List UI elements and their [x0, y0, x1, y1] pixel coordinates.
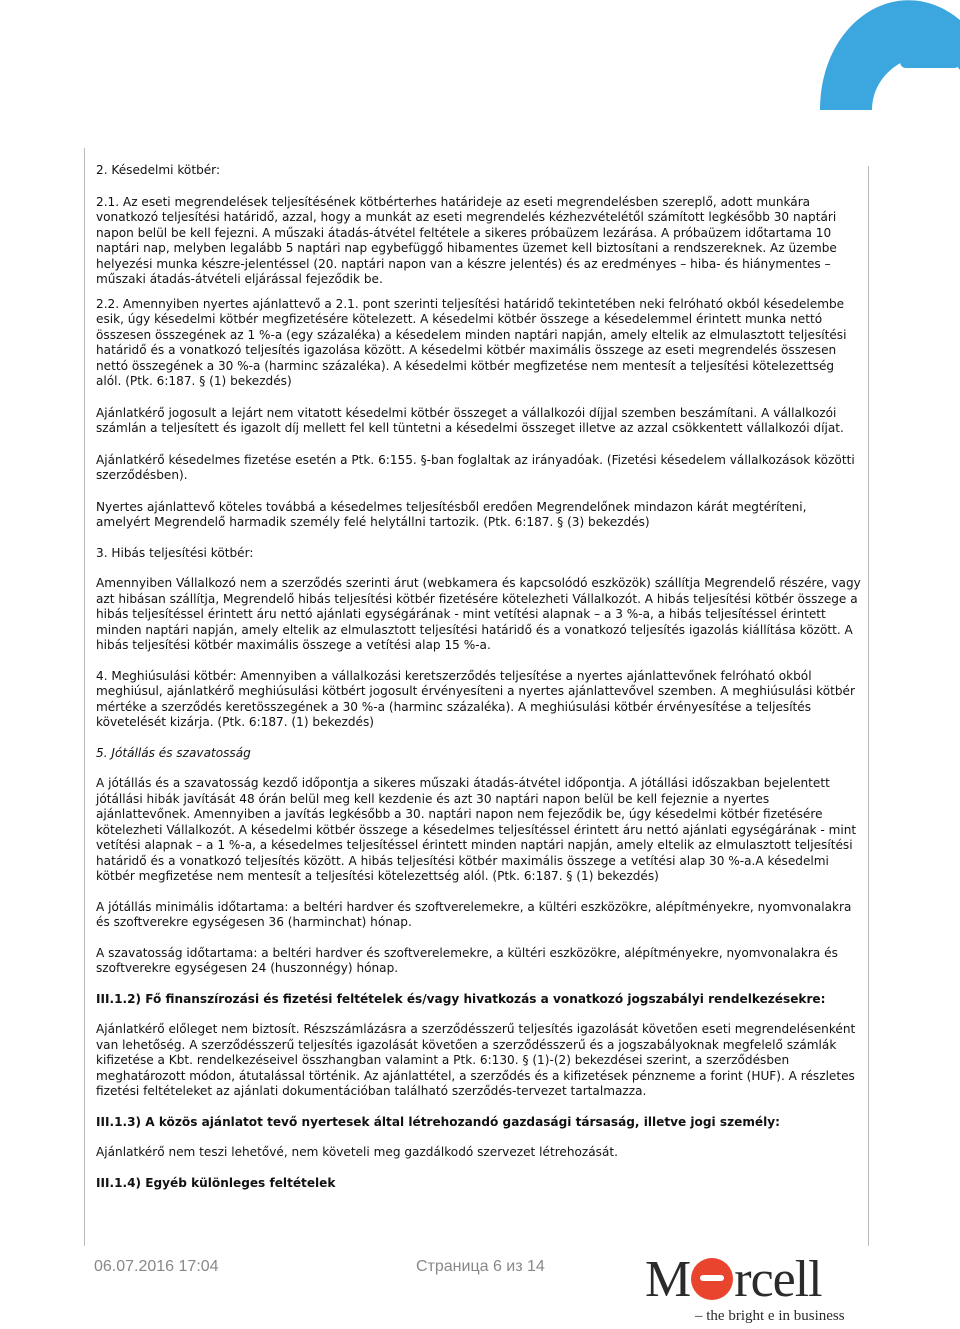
footer-date: 06.07.2016 17:04 [94, 1258, 219, 1275]
paragraph: Ajánlatkérő nem teszi lehetővé, nem követeli meg gazdálkodó szervezet létrehozását. [96, 1145, 618, 1159]
corner-logo [810, 0, 960, 110]
section-heading: 5. Jótállás és szavatosság [96, 745, 251, 760]
paragraph: 2.1. Az eseti megrendelések teljesítésének kötbérterhes határideje az eseti megrendelésben szereplő, adott munkára vonatkozó teljesítési határidő, azzal, hogy a munkát az eseti megrendelés kézhezvételétől számított legkésőbb 30 naptári napon belül be kell fejezni. A műszaki átadás-átvétel feltétele a sikeres próbaüzem lezárása. A próbaüzem időtartama 10 naptári nap, melyben legalább 5 naptári nap egybefüggő hibamentes üzemet kell biztosítani a rendszereknek. Az üzembe helyezési munka készre-jelentéssel (20. naptári napon van a készre jelentés) és az eredményes – hiba- és hiánymentes – műszaki átadás-átvételi eljárással fejeződik be. [96, 194, 837, 286]
brand-e-icon [691, 1258, 733, 1300]
paragraph: Ajánlatkérő jogosult a lejárt nem vitatott késedelmi kötbér összeget a vállalkozói díjjal szemben beszámítani. A vállalkozói számlán a teljesített és igazolt díj mellett fel kell tüntetni a késedelmi összeget illetve az azzal csökkentett vállalkozói díjat. [96, 405, 844, 435]
brand-prefix: M [645, 1251, 691, 1308]
left-margin-line [84, 148, 85, 1246]
paragraph: Ajánlatkérő késedelmes fizetése esetén a Ptk. 6:155. §-ban foglaltak az irányadóak. (Fizetési késedelem vállalkozások közötti szerződésben). [96, 452, 855, 482]
paragraph: A jótállás minimális időtartama: a beltéri hardver és szoftverelemekre, a kültéri eszközökre, alépítményekre, nyomvonalakra és szoftverekre egységesen 36 (harminchat) hónap. [96, 899, 852, 929]
paragraph: Amennyiben Vállalkozó nem a szerződés szerinti árut (webkamera és kapcsolódó eszközök) szállítja Megrendelő részére, vagy azt hibásan szállítja, Megrendelő hibás teljesítési kötbér fizetésére kötelezheti Vállalkozót. A hibás teljesítési kötbér összege a hibás teljesítéssel érintett áru nettó ajánlati egységárának - mint vetítési alapnak – a 3 %-a, a hibás teljesítéssel érintett minden naptári napján, amely eltelik az elmulasztott teljesítési határidő és a vonatkozó teljesítés igazolás kiállítása között. A hibás teljesítési kötbér maximális összege a vetítési alap 15 %-a. [96, 576, 861, 652]
section-heading: III.1.4) Egyéb különleges feltételek [96, 1175, 336, 1190]
paragraph: 4. Meghiúsulási kötbér: Amennyiben a vállalkozási keretszerződés teljesítése a nyertes ajánlattevőnek felróható okból meghiúsul, ajánlatkérő meghiúsulási kötbért jogosult érvényesíteni a nyertes ajánlattevővel szemben. A meghiúsulási kötbér mértéke a szerződés keretösszegének a 30 %-a (harminc százaléka). A meghiúsulási kötbér érvényesítése a teljesítés követelését kizárja. (Ptk. 6:187. (1) bekezdés) [96, 668, 855, 729]
document-body [96, 163, 862, 1191]
paragraph: Nyertes ajánlattevő köteles továbbá a késedelmes teljesítésből eredően Megrendelőnek mindazon kárát megtéríteni, amelyért Megrendelő harmadik személy felé helytállni tartozik. (Ptk. 6:187. § (3) bekezdés) [96, 499, 807, 529]
paragraph: A jótállás és a szavatosság kezdő időpontja a sikeres műszaki átadás-átvétel időpontja. A jótállási időszakban bejelentett jótállási hibák javítását 48 órán belül meg kell kezdenie és azt 30 naptári napon belül be kell fejeznie a nyertes ajánlattevőnek. Amennyiben a javítás legkésőbb a 30. naptári napon nem fejeződik be, úgy késedelmi kötbér fizetésére kötelezheti Vállalkozót. A késedelmi kötbér összege a késedelmes teljesítéssel érintett áru nettó ajánlati egységárának - mint vetítési alapnak – a 1 %-a, a késedelmes teljesítéssel érintett minden naptári napján, amely eltelik az elmulasztott teljesítési határidő és a vonatkozó teljesítés között. A hibás teljesítési kötbér maximális összege a vetítési alap 30 %-a.A késedelmi kötbér megfizetése nem mentesít a teljesítési kötelezettség alól. (Ptk. 6:187. § (1) bekezdés) [96, 776, 857, 883]
brand-logo [645, 1250, 865, 1326]
paragraph: Ajánlatkérő előleget nem biztosít. Részszámlázásra a szerződésszerű teljesítés igazolását követően eseti megrendelésenként van lehetőség. A szerződésszerű teljesítés igazolását követően a szerződésszerű és a jogszabályoknak megfelelő számlák kifizetése a Kbt. rendelkezéseivel összhangban valamint a Ptk. 6:130. § (1)-(2) bekezdései szerint, a szerződésben meghatározott módon, átutalással történik. Az ajánlattétel, a szerződés és a kifizetések pénzneme a forint (HUF). A részletes fizetési feltételeket az ajánlati dokumentációban található szerződés-tervezet tartalmazza. [96, 1022, 856, 1098]
section-heading: III.1.2) Fő finanszírozási és fizetési feltételek és/vagy hivatkozás a vonatkozó jogszabályi rendelkezésekre: [96, 991, 826, 1006]
paragraph: A szavatosság időtartama: a beltéri hardver és szoftverelemekre, a kültéri eszközökre, alépítményekre, nyomvonalakra és szoftverekre egységesen 24 (huszonnégy) hónap. [96, 945, 838, 975]
brand-wordmark [645, 1250, 822, 1310]
brand-suffix: rcell [734, 1251, 822, 1308]
brand-tagline: – the bright e in business [695, 1308, 845, 1324]
paragraph: 2.2. Amennyiben nyertes ajánlattevő a 2.1. pont szerinti teljesítési határidő tekintetében neki felróható okból késedelembe esik, úgy késedelmi kötbér megfizetésére kötelezett. A késedelmi kötbér összege a késedelemmel érintett munka nettó összesen összegének az 1 %-a (egy százaléka) a késedelem minden naptári napján, amely eltelik az elmulasztott teljesítési határidő és a vonatkozó teljesítés igazolása között. A késedelmi kötbér maximális összege az eseti megrendelés összesen nettó összegének a 30 %-a (harminc százaléka). A késedelmi kötbér megfizetése nem mentesít a teljesítési kötelezettség alól. (Ptk. 6:187. § (1) bekezdés) [96, 296, 847, 388]
section-heading: 2. Késedelmi kötbér: [96, 163, 221, 177]
section-heading: 3. Hibás teljesítési kötbér: [96, 545, 254, 560]
section-heading: III.1.3) A közös ajánlatot tevő nyertesek által létrehozandó gazdasági társaság, illetve jogi személy: [96, 1114, 780, 1129]
footer-page-number: Страница 6 из 14 [416, 1258, 545, 1275]
right-margin-line [868, 166, 869, 1246]
